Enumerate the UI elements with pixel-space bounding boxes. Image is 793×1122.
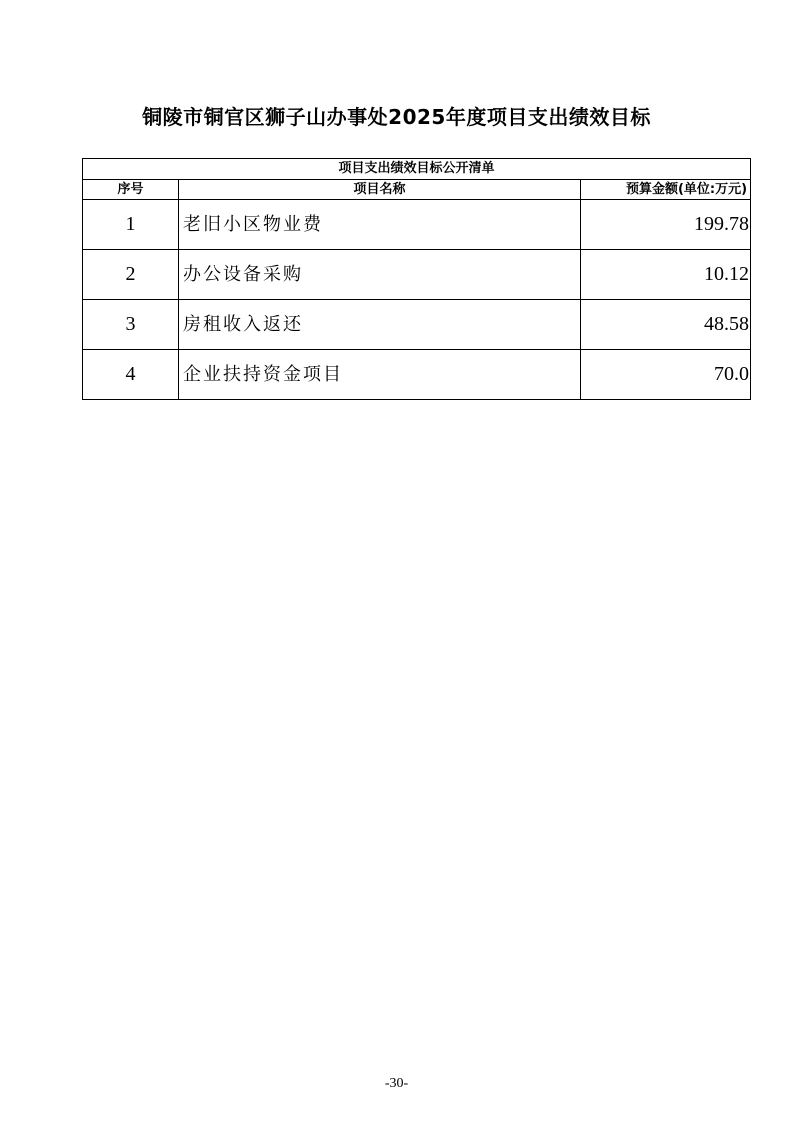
- row-project-name: 企业扶持资金项目: [179, 350, 581, 400]
- row-amount: 48.58: [581, 300, 751, 350]
- row-amount: 70.0: [581, 350, 751, 400]
- row-project-name: 办公设备采购: [179, 250, 581, 300]
- header-no: 序号: [83, 180, 179, 200]
- table-caption-row: [83, 159, 751, 180]
- table-caption: 项目支出绩效目标公开清单: [83, 159, 751, 180]
- row-number: 1: [83, 200, 179, 250]
- row-number: 2: [83, 250, 179, 300]
- row-number: 4: [83, 350, 179, 400]
- row-project-name: 老旧小区物业费: [179, 200, 581, 250]
- table-row: [83, 200, 751, 250]
- row-amount: 10.12: [581, 250, 751, 300]
- row-project-name: 房租收入返还: [179, 300, 581, 350]
- table-header-row: [83, 180, 751, 200]
- document-title: 铜陵市铜官区狮子山办事处2025年度项目支出绩效目标: [142, 105, 651, 129]
- table-row: [83, 250, 751, 300]
- page-number: -30-: [384, 1076, 409, 1091]
- header-amount: 预算金额(单位:万元): [581, 180, 751, 200]
- table-row: [83, 300, 751, 350]
- row-amount: 199.78: [581, 200, 751, 250]
- budget-table: [82, 158, 751, 400]
- table-row: [83, 350, 751, 400]
- header-name: 项目名称: [179, 180, 581, 200]
- row-number: 3: [83, 300, 179, 350]
